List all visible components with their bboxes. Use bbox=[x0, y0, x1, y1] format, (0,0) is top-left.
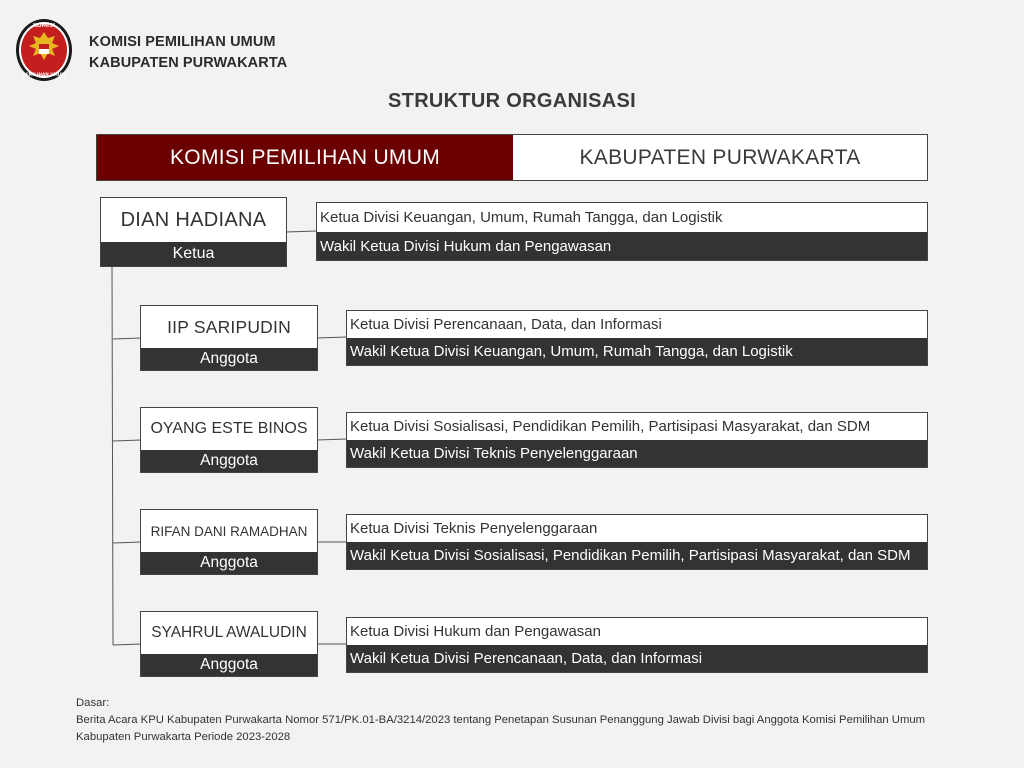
member-card bbox=[140, 611, 318, 677]
duty-link-line-1 bbox=[317, 337, 347, 338]
member-duties bbox=[346, 412, 928, 468]
member-card bbox=[140, 305, 318, 371]
member-role: Ketua bbox=[101, 242, 286, 266]
member-role: Anggota bbox=[141, 450, 317, 472]
member-duties bbox=[346, 514, 928, 570]
duty-ketua-divisi: Ketua Divisi Sosialisasi, Pendidikan Pemilih, Partisipasi Masyarakat, dan SDM bbox=[347, 413, 927, 440]
logo-top-text: KOMISI bbox=[32, 23, 56, 29]
duty-wakil-ketua-divisi: Wakil Ketua Divisi Perencanaan, Data, dan Informasi bbox=[347, 645, 927, 672]
member-role: Anggota bbox=[141, 654, 317, 676]
duty-wakil-ketua-divisi: Wakil Ketua Divisi Teknis Penyelenggaraan bbox=[347, 440, 927, 467]
member-duties bbox=[346, 310, 928, 366]
member-name: RIFAN DANI RAMADHAN bbox=[150, 523, 308, 539]
member-name: IIP SARIPUDIN bbox=[167, 316, 291, 337]
banner-left: KOMISI PEMILIHAN UMUM bbox=[97, 135, 513, 180]
duty-link-line-2 bbox=[317, 439, 347, 440]
basis-note bbox=[76, 695, 956, 746]
member-card-ketua bbox=[100, 197, 287, 267]
branch-line-2 bbox=[113, 440, 141, 441]
basis-text: Berita Acara KPU Kabupaten Purwakarta Nomor 571/PK.01-BA/3214/2023 tentang Penetapan Susunan Penanggung Jawab Divisi bagi Anggota Komisi Pemilihan Umum Kabupaten Purwakarta Periode 2023-2028 bbox=[76, 714, 926, 743]
basis-label: Dasar: bbox=[76, 697, 110, 709]
duty-wakil-ketua-divisi: Wakil Ketua Divisi Sosialisasi, Pendidikan Pemilih, Partisipasi Masyarakat, dan SDM bbox=[347, 542, 927, 569]
member-duties bbox=[346, 617, 928, 673]
logo-bottom-text: PEMILIHAN UMUM bbox=[22, 72, 66, 77]
member-role: Anggota bbox=[141, 552, 317, 574]
org-name-line2: KABUPATEN PURWAKARTA bbox=[89, 55, 288, 71]
duty-link-line-0 bbox=[286, 231, 317, 232]
duty-ketua-divisi: Ketua Divisi Teknis Penyelenggaraan bbox=[347, 515, 927, 542]
duty-ketua-divisi: Ketua Divisi Perencanaan, Data, dan Informasi bbox=[347, 311, 927, 338]
member-name: SYAHRUL AWALUDIN bbox=[151, 624, 307, 641]
org-name-line1: KOMISI PEMILIHAN UMUM bbox=[89, 34, 276, 50]
branch-line-3 bbox=[113, 542, 141, 543]
duty-wakil-ketua-divisi: Wakil Ketua Divisi Keuangan, Umum, Rumah Tangga, dan Logistik bbox=[347, 338, 927, 365]
branch-line-4 bbox=[113, 644, 141, 645]
member-role: Anggota bbox=[141, 348, 317, 370]
banner-right: KABUPATEN PURWAKARTA bbox=[579, 145, 861, 169]
member-card bbox=[140, 407, 318, 473]
member-name: OYANG ESTE BINOS bbox=[150, 420, 308, 437]
branch-line-1 bbox=[113, 338, 141, 339]
member-duties bbox=[316, 202, 928, 261]
duty-wakil-ketua-divisi: Wakil Ketua Divisi Hukum dan Pengawasan bbox=[317, 232, 927, 260]
page-title: STRUKTUR ORGANISASI bbox=[388, 90, 636, 112]
duty-ketua-divisi: Ketua Divisi Keuangan, Umum, Rumah Tangga, dan Logistik bbox=[317, 203, 927, 232]
duty-ketua-divisi: Ketua Divisi Hukum dan Pengawasan bbox=[347, 618, 927, 645]
vertical-trunk-line bbox=[112, 266, 113, 645]
member-name: DIAN HADIANA bbox=[120, 208, 267, 231]
member-card bbox=[140, 509, 318, 575]
